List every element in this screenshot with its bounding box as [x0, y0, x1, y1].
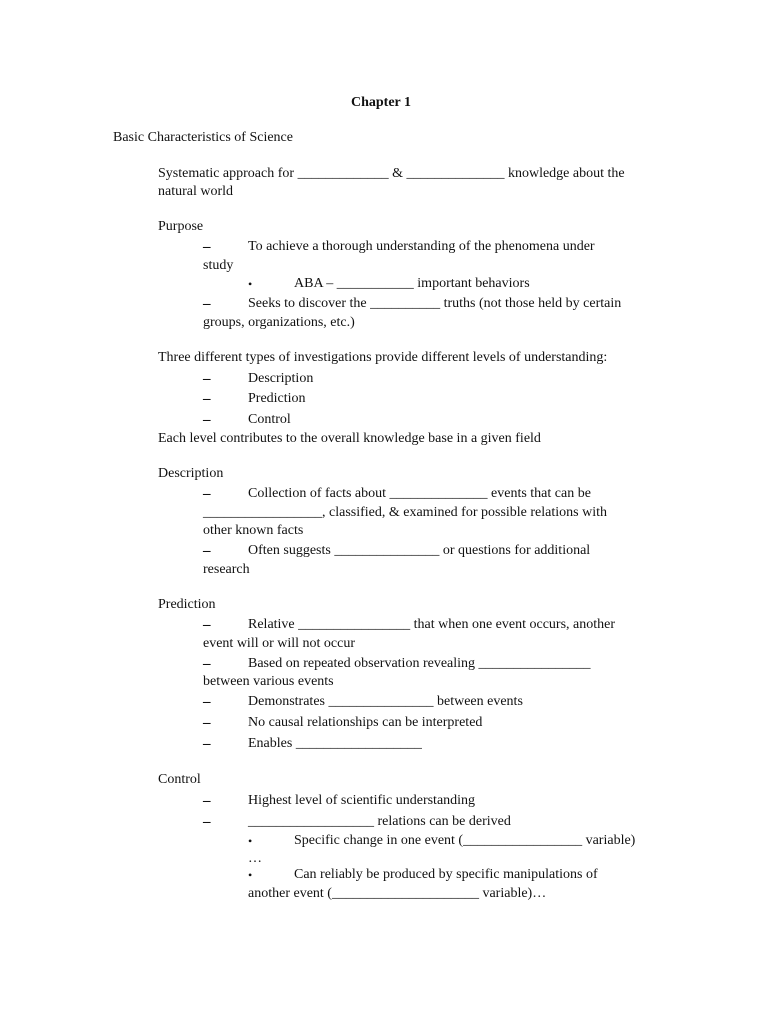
- dash-marker: –: [203, 543, 211, 559]
- dash-marker: –: [203, 371, 211, 387]
- dash-marker: –: [203, 656, 211, 672]
- dash-marker: –: [203, 617, 211, 633]
- prediction-item-1-line-2: event will or will not occur: [203, 636, 356, 651]
- prediction-item-5: Enables __________________: [248, 736, 422, 751]
- bullet-marker: •: [248, 868, 253, 882]
- bullet-marker: •: [248, 834, 253, 848]
- description-label: Description: [158, 466, 224, 481]
- prediction-item-1-line-1: Relative ________________ that when one event occurs, another: [248, 617, 616, 632]
- purpose-item-1-line-2: study: [203, 258, 234, 273]
- investigation-item-prediction: Prediction: [248, 391, 306, 406]
- control-subitem-2-line-1: Can reliably be produced by specific manipulations of: [294, 867, 598, 882]
- dash-marker: –: [203, 239, 211, 255]
- purpose-label: Purpose: [158, 219, 204, 234]
- investigation-item-control: Control: [248, 412, 291, 427]
- description-item-1-line-2: _________________, classified, & examined for possible relations with: [203, 505, 607, 520]
- description-item-1-line-1: Collection of facts about ______________ events that can be: [248, 486, 591, 501]
- dash-marker: –: [203, 486, 211, 502]
- page-title: Chapter 1: [351, 95, 412, 110]
- dash-marker: –: [203, 694, 211, 710]
- dash-marker: –: [203, 296, 211, 312]
- section-heading: Basic Characteristics of Science: [113, 130, 293, 145]
- dash-marker: –: [203, 736, 211, 752]
- dash-marker: –: [203, 391, 211, 407]
- intro-line-2: natural world: [158, 184, 234, 199]
- dash-marker: –: [203, 715, 211, 731]
- control-item-2: __________________ relations can be derived: [248, 814, 511, 829]
- prediction-label: Prediction: [158, 597, 216, 612]
- intro-line-1: Systematic approach for _____________ & ______________ knowledge about the: [158, 166, 625, 181]
- prediction-item-4: No causal relationships can be interpreted: [248, 715, 483, 730]
- control-item-1: Highest level of scientific understanding: [248, 793, 476, 808]
- investigations-note: Each level contributes to the overall knowledge base in a given field: [158, 431, 541, 446]
- dash-marker: –: [203, 814, 211, 830]
- purpose-subitem: ABA – ___________ important behaviors: [294, 276, 530, 291]
- prediction-item-2-line-2: between various events: [203, 674, 334, 689]
- description-item-2-line-1: Often suggests _______________ or questions for additional: [248, 543, 591, 558]
- dash-marker: –: [203, 412, 211, 428]
- control-subitem-1-line-2: …: [248, 851, 262, 866]
- purpose-item-2-line-2: groups, organizations, etc.): [203, 315, 355, 330]
- prediction-item-2-line-1: Based on repeated observation revealing ________________: [248, 656, 591, 671]
- investigation-item-description: Description: [248, 371, 314, 386]
- purpose-item-2-line-1: Seeks to discover the __________ truths (not those held by certain: [248, 296, 622, 311]
- bullet-marker: •: [248, 277, 253, 291]
- description-item-2-line-2: research: [203, 562, 250, 577]
- control-label: Control: [158, 772, 201, 787]
- control-subitem-2-line-2: another event (_____________________ variable)…: [248, 886, 547, 901]
- description-item-1-line-3: other known facts: [203, 523, 304, 538]
- prediction-item-3: Demonstrates _______________ between events: [248, 694, 523, 709]
- dash-marker: –: [203, 793, 211, 809]
- purpose-item-1-line-1: To achieve a thorough understanding of the phenomena under: [248, 239, 595, 254]
- investigations-intro: Three different types of investigations provide different levels of understanding:: [158, 350, 608, 365]
- control-subitem-1-line-1: Specific change in one event (_________________ variable): [294, 833, 636, 848]
